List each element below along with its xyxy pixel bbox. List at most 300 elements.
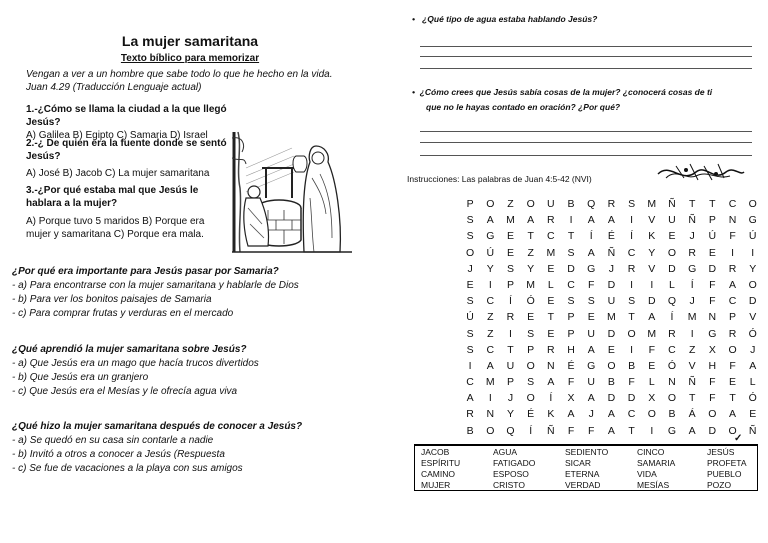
wordsearch-letter[interactable]: R xyxy=(668,327,676,340)
wordsearch-letter[interactable]: E xyxy=(547,295,555,308)
wordsearch-letter[interactable]: X xyxy=(567,392,575,405)
wordsearch-letter[interactable]: D xyxy=(748,295,757,308)
wordsearch-letter[interactable]: E xyxy=(506,230,514,243)
wordsearch-letter[interactable]: C xyxy=(728,198,737,210)
wordsearch-letter[interactable]: R xyxy=(627,262,636,275)
wordsearch-row xyxy=(460,392,763,408)
wordsearch-letter[interactable]: Ó xyxy=(526,295,535,308)
wordsearch-letter[interactable]: C xyxy=(486,343,495,356)
wordsearch-letter[interactable]: U xyxy=(587,376,596,389)
wordsearch-letter[interactable]: D xyxy=(607,392,616,405)
wordsearch-letter[interactable]: R xyxy=(728,327,737,340)
wordsearch-letter[interactable]: T xyxy=(688,198,696,210)
wordsearch-letter[interactable]: Ó xyxy=(748,327,757,340)
answer-line xyxy=(420,56,752,57)
wordsearch-letter[interactable]: T xyxy=(709,198,716,210)
wordsearch-letter[interactable]: Á xyxy=(688,408,696,421)
wordsearch-letter[interactable]: P xyxy=(506,376,514,389)
wordsearch-letter[interactable]: F xyxy=(588,278,595,291)
wordsearch-letter[interactable]: O xyxy=(667,392,677,405)
question-1-text: 1.-¿Cómo se llama la ciudad a la que llegó Jesús? xyxy=(26,104,227,128)
wordsearch-letter[interactable]: Í xyxy=(589,230,593,243)
wordsearch-letter[interactable]: D xyxy=(627,392,636,405)
wordsearch-letter[interactable]: X xyxy=(708,343,716,356)
wordsearch-letter[interactable]: O xyxy=(728,343,737,356)
wordsearch-letter[interactable]: U xyxy=(547,198,555,210)
wordsearch-letter[interactable]: F xyxy=(709,392,716,405)
wordsearch-letter[interactable]: Y xyxy=(486,262,494,275)
wordsearch-letter[interactable]: E xyxy=(547,262,555,275)
wordsearch-letter[interactable]: É xyxy=(607,230,615,243)
question-3-text-2: hablara a la mujer? xyxy=(26,198,118,209)
wordsearch-letter[interactable]: F xyxy=(567,376,575,389)
wordsearch-letter[interactable]: T xyxy=(628,424,635,437)
question-3-text-1: 3.-¿Por qué estaba mal que Jesús le xyxy=(26,185,199,196)
wordsearch-grid xyxy=(460,198,763,441)
wordsearch-letter[interactable]: I xyxy=(630,278,634,291)
wordsearch-letter[interactable]: N xyxy=(486,408,495,421)
word-bank-word: PROFETA xyxy=(707,458,747,468)
wordsearch-letter[interactable]: A xyxy=(648,311,656,324)
wordsearch-letter[interactable]: A xyxy=(587,246,595,259)
wordsearch-letter[interactable]: Ó xyxy=(667,359,677,372)
wordsearch-letter[interactable]: O xyxy=(526,198,535,210)
word-bank-word: JACOB xyxy=(421,447,450,457)
wordsearch-letter[interactable]: P xyxy=(527,343,535,356)
question-4-option-b: - b) Para ver los bonitos paisajes de Samaria xyxy=(12,294,212,305)
wordsearch-letter[interactable]: Ú xyxy=(466,311,474,324)
wordsearch-letter[interactable]: F xyxy=(709,278,716,291)
wordsearch-letter[interactable]: B xyxy=(668,408,676,421)
wordsearch-letter[interactable]: H xyxy=(567,343,575,356)
wordsearch-letter[interactable]: A xyxy=(587,214,595,227)
wordsearch-letter[interactable]: O xyxy=(647,408,656,421)
wordsearch-letter[interactable]: E xyxy=(527,311,535,324)
wordsearch-letter[interactable]: B xyxy=(466,424,474,437)
wordsearch-letter[interactable]: I xyxy=(569,214,573,227)
page-title: La mujer samaritana xyxy=(121,33,259,49)
right-question-2 xyxy=(412,85,757,115)
bullet-2: • xyxy=(412,87,415,97)
wordsearch-letter[interactable]: Ú xyxy=(748,230,757,243)
wordsearch-letter[interactable]: Í xyxy=(670,311,674,324)
word-bank-word: ESPOSO xyxy=(493,469,529,479)
wordsearch-letter[interactable]: T xyxy=(507,343,514,356)
wordsearch-letter[interactable]: L xyxy=(669,278,675,291)
wordsearch-letter[interactable]: I xyxy=(630,343,634,356)
wordsearch-letter[interactable]: N xyxy=(728,214,737,227)
wordsearch-letter[interactable]: M xyxy=(546,246,556,259)
word-bank-column xyxy=(637,447,675,491)
wordsearch-letter[interactable]: J xyxy=(689,295,695,308)
wordsearch-letter[interactable]: E xyxy=(668,230,676,243)
wordsearch-letter[interactable]: Y xyxy=(527,262,535,275)
word-bank-word: SAMARIA xyxy=(637,458,676,468)
wordsearch-letter[interactable]: E xyxy=(708,246,716,259)
wordsearch-letter[interactable]: S xyxy=(567,246,575,259)
wordsearch-letter[interactable]: U xyxy=(506,359,515,372)
answer-line xyxy=(420,68,752,69)
question-5-option-a: - a) Que Jesús era un mago que hacía trucos divertidos xyxy=(12,358,259,369)
question-1-options: A) Galilea B) Egipto C) Samaria D) Israel xyxy=(26,130,208,141)
wordsearch-letter[interactable]: O xyxy=(728,424,737,437)
wordsearch-letter[interactable]: I xyxy=(509,327,512,340)
wordsearch-letter[interactable]: K xyxy=(648,230,656,243)
wordsearch-letter[interactable]: A xyxy=(587,343,595,356)
wordsearch-letter[interactable]: E xyxy=(547,327,555,340)
wordsearch-letter[interactable]: E xyxy=(466,278,474,291)
word-bank-word: ETERNA xyxy=(565,469,600,479)
decorative-flourish xyxy=(656,160,746,186)
question-2-options: A) José B) Jacob C) La mujer samaritana xyxy=(26,168,210,179)
wordsearch-letter[interactable]: F xyxy=(709,295,716,308)
wordsearch-letter[interactable]: Ñ xyxy=(688,214,696,227)
question-3-options-2: mujer y samaritana C) Porque era mala. xyxy=(26,229,204,240)
wordsearch-letter[interactable]: O xyxy=(748,198,757,210)
wordsearch-letter[interactable]: U xyxy=(668,214,676,227)
wordsearch-letter[interactable]: V xyxy=(648,214,656,227)
wordsearch-letter[interactable]: Z xyxy=(487,311,494,324)
question-3 xyxy=(26,184,236,241)
wordsearch-letter[interactable]: O xyxy=(486,198,495,210)
question-5-option-c: - c) Que Jesús era el Mesías y le ofrecía agua viva xyxy=(12,386,238,397)
wordsearch-letter[interactable]: F xyxy=(567,424,575,437)
wordsearch-row xyxy=(460,360,763,376)
wordsearch-letter[interactable]: E xyxy=(648,359,656,372)
wordsearch-letter[interactable]: O xyxy=(486,424,495,437)
wordsearch-letter[interactable]: S xyxy=(466,343,474,356)
question-6-option-a: - a) Se quedó en su casa sin contarle a nadie xyxy=(12,435,214,446)
wordsearch-letter[interactable]: Y xyxy=(648,246,656,259)
wordsearch-letter[interactable]: R xyxy=(607,198,616,210)
word-bank-word: VERDAD xyxy=(565,480,601,490)
wordsearch-letter[interactable]: T xyxy=(527,230,534,243)
wordsearch-letter[interactable]: E xyxy=(607,343,615,356)
wordsearch-letter[interactable]: E xyxy=(587,311,595,324)
wordsearch-letter[interactable]: Í xyxy=(690,278,694,291)
question-4 xyxy=(12,265,342,321)
wordsearch-letter[interactable]: G xyxy=(587,359,596,372)
wordsearch-letter[interactable]: K xyxy=(547,408,555,421)
wordsearch-letter[interactable]: Z xyxy=(487,327,494,340)
wordsearch-letter[interactable]: I xyxy=(488,278,492,291)
wordsearch-letter[interactable]: L xyxy=(648,376,655,389)
wordsearch-letter[interactable]: M xyxy=(607,311,616,324)
wordsearch-letter[interactable]: Ó xyxy=(748,392,757,405)
wordsearch-letter[interactable]: Q xyxy=(667,295,677,308)
word-bank-word: MUJER xyxy=(421,480,451,490)
question-4-option-c: - c) Para comprar frutas y verduras en el mercado xyxy=(12,308,234,319)
wordsearch-letter[interactable]: E xyxy=(729,376,737,389)
right-question-1 xyxy=(412,12,752,27)
wordsearch-letter[interactable]: S xyxy=(527,376,535,389)
well-illustration xyxy=(232,128,352,256)
wordsearch-letter[interactable]: J xyxy=(507,392,514,405)
wordsearch-letter[interactable]: Q xyxy=(587,198,596,210)
wordsearch-letter[interactable]: S xyxy=(466,214,474,227)
wordsearch-letter[interactable]: C xyxy=(567,278,575,291)
wordsearch-letter[interactable]: D xyxy=(607,327,616,340)
wordsearch-row xyxy=(460,311,763,327)
wordsearch-letter[interactable]: G xyxy=(486,230,495,243)
answer-line xyxy=(420,131,752,132)
wordsearch-letter[interactable]: B xyxy=(628,359,636,372)
question-2 xyxy=(26,137,236,180)
wordsearch-letter[interactable]: I xyxy=(690,327,694,340)
wordsearch-letter[interactable]: A xyxy=(749,359,757,372)
wordsearch-letter[interactable]: Ñ xyxy=(688,376,696,389)
wordsearch-letter[interactable]: Z xyxy=(527,246,534,259)
wordsearch-letter[interactable]: A xyxy=(607,424,615,437)
question-6 xyxy=(12,420,342,476)
wordsearch-letter[interactable]: A xyxy=(729,408,737,421)
question-5-text: ¿Qué aprendió la mujer samaritana sobre Jesús? xyxy=(12,344,247,355)
wordsearch-letter[interactable]: M xyxy=(526,278,536,291)
wordsearch-letter[interactable]: T xyxy=(567,230,575,243)
wordsearch-letter[interactable]: S xyxy=(466,295,474,308)
wordsearch-row xyxy=(460,425,763,441)
wordsearch-letter[interactable]: A xyxy=(567,408,575,421)
wordsearch-letter[interactable]: F xyxy=(648,343,655,356)
wordsearch-letter[interactable]: Z xyxy=(507,198,514,210)
right-question-1-text: ¿Qué tipo de agua estaba hablando Jesús? xyxy=(422,14,598,24)
wordsearch-letter[interactable]: J xyxy=(689,230,695,243)
wordsearch-letter[interactable]: R xyxy=(547,343,555,356)
wordsearch-letter[interactable]: C xyxy=(627,408,636,421)
wordsearch-letter[interactable]: S xyxy=(628,295,636,308)
wordsearch-letter[interactable]: P xyxy=(567,311,575,324)
wordsearch-letter[interactable]: S xyxy=(587,295,595,308)
wordsearch-letter[interactable]: E xyxy=(749,408,757,421)
wordsearch-letter[interactable]: A xyxy=(547,376,555,389)
word-bank-word: CRISTO xyxy=(493,480,525,490)
wordsearch-letter[interactable]: A xyxy=(486,359,494,372)
wordsearch-letter[interactable]: Í xyxy=(549,392,553,405)
wordsearch-letter[interactable]: D xyxy=(708,424,717,437)
wordsearch-letter[interactable]: J xyxy=(608,262,615,275)
question-5-option-b: - b) Que Jesús era un granjero xyxy=(12,372,149,383)
wordsearch-letter[interactable]: V xyxy=(648,262,656,275)
wordsearch-letter[interactable]: Ú xyxy=(486,246,495,259)
wordsearch-letter[interactable]: R xyxy=(547,214,555,227)
word-bank-word: PUEBLO xyxy=(707,469,742,479)
question-2-text-1: 2.-¿ De quien era la fuente donde se sentó xyxy=(26,138,227,149)
wordsearch-letter[interactable]: Ñ xyxy=(748,424,757,437)
wordsearch-letter[interactable]: O xyxy=(708,408,717,421)
wordsearch-letter[interactable]: É xyxy=(527,408,535,421)
wordsearch-letter[interactable]: C xyxy=(668,343,676,356)
wordsearch-letter[interactable]: S xyxy=(466,327,474,340)
wordsearch-letter[interactable]: Q xyxy=(506,424,515,437)
wordsearch-letter[interactable]: M xyxy=(647,198,657,210)
wordsearch-letter[interactable]: D xyxy=(668,262,676,275)
wordsearch-letter[interactable]: T xyxy=(547,311,555,324)
wordsearch-letter[interactable]: A xyxy=(607,214,615,227)
answer-line xyxy=(420,46,752,47)
wordsearch-letter[interactable]: B xyxy=(607,376,615,389)
wordsearch-letter[interactable]: L xyxy=(547,278,554,291)
word-bank-word: MESÍAS xyxy=(637,480,670,490)
wordsearch-letter[interactable]: A xyxy=(486,214,494,227)
wordsearch-letter[interactable]: A xyxy=(527,214,535,227)
wordsearch-letter[interactable]: F xyxy=(729,359,736,372)
wordsearch-letter[interactable]: Ú xyxy=(708,230,717,243)
wordsearch-letter[interactable]: P xyxy=(506,278,514,291)
question-3-options-1: A) Porque tuvo 5 maridos B) Porque era xyxy=(26,216,205,227)
wordsearch-letter[interactable]: S xyxy=(567,295,575,308)
wordsearch-letter[interactable]: H xyxy=(708,359,717,372)
wordsearch-letter[interactable]: L xyxy=(749,376,756,389)
wordsearch-letter[interactable]: M xyxy=(485,376,495,389)
wordsearch-letter[interactable]: I xyxy=(650,424,654,437)
memory-verse xyxy=(26,68,356,94)
wordsearch-row xyxy=(460,214,763,230)
wordsearch-letter[interactable]: O xyxy=(526,392,535,405)
wordsearch-letter[interactable]: S xyxy=(506,262,514,275)
wordsearch-letter[interactable]: M xyxy=(506,214,515,227)
word-bank xyxy=(414,444,758,491)
word-bank-word: POZO xyxy=(707,480,732,490)
check-mark-icon: ✓ xyxy=(734,433,743,444)
wordsearch-letter[interactable]: B xyxy=(567,198,575,210)
wordsearch-letter[interactable]: P xyxy=(708,214,716,227)
word-bank-column xyxy=(493,447,535,491)
wordsearch-letter[interactable]: R xyxy=(466,408,474,421)
wordsearch-letter[interactable]: P xyxy=(567,327,575,340)
wordsearch-letter[interactable]: F xyxy=(588,424,595,437)
wordsearch-letter[interactable]: O xyxy=(667,246,677,259)
word-bank-word: CINCO xyxy=(637,447,665,457)
wordsearch-letter[interactable]: Y xyxy=(506,408,514,421)
wordsearch-letter[interactable]: C xyxy=(547,230,555,243)
wordsearch-letter[interactable]: C xyxy=(728,295,737,308)
wordsearch-letter[interactable]: N xyxy=(708,311,717,324)
memory-verse-heading: Texto bíblico para memorizar xyxy=(120,53,260,64)
wordsearch-letter[interactable]: Ñ xyxy=(547,424,555,437)
wordsearch-letter[interactable]: G xyxy=(748,214,757,227)
wordsearch-letter[interactable]: G xyxy=(587,262,596,275)
wordsearch-letter[interactable]: O xyxy=(466,246,475,259)
wordsearch-letter[interactable]: G xyxy=(667,424,677,437)
wordsearch-letter[interactable]: A xyxy=(587,392,595,405)
wordsearch-letter[interactable]: Í xyxy=(509,295,512,308)
wordsearch-letter[interactable]: F xyxy=(729,230,736,243)
wordsearch-letter[interactable]: X xyxy=(648,392,656,405)
wordsearch-letter[interactable]: U xyxy=(607,295,616,308)
word-bank-word: ESPÍRITU xyxy=(421,458,461,468)
wordsearch-letter[interactable]: A xyxy=(688,424,696,437)
wordsearch-row xyxy=(460,408,763,424)
wordsearch-row xyxy=(460,376,763,392)
bullet-1: • xyxy=(412,14,415,24)
wordsearch-letter[interactable]: I xyxy=(751,246,755,259)
wordsearch-letter[interactable]: I xyxy=(468,359,472,372)
wordsearch-letter[interactable]: Ñ xyxy=(668,198,676,210)
question-5 xyxy=(12,343,342,399)
wordsearch-letter[interactable]: O xyxy=(526,359,535,372)
wordsearch-letter[interactable]: Í xyxy=(529,424,533,437)
wordsearch-letter[interactable]: Z xyxy=(688,343,696,356)
wordsearch-letter[interactable]: C xyxy=(486,295,495,308)
question-6-text: ¿Qué hizo la mujer samaritana después de conocer a Jesús? xyxy=(12,421,303,432)
wordsearch-letter[interactable]: O xyxy=(748,278,757,291)
wordsearch-row xyxy=(460,295,763,311)
wordsearch-letter[interactable]: S xyxy=(466,230,474,243)
wordsearch-letter[interactable]: V xyxy=(688,359,696,372)
wordsearch-letter[interactable]: G xyxy=(708,327,717,340)
question-4-option-a: - a) Para encontrarse con la mujer samaritana y hablarle de Dios xyxy=(12,280,299,291)
right-question-2-text-2: que no le hayas contado en oración? ¿Por qué? xyxy=(426,102,621,112)
wordsearch-letter[interactable]: Ñ xyxy=(607,246,616,259)
wordsearch-letter[interactable]: N xyxy=(668,376,676,389)
wordsearch-letter[interactable]: I xyxy=(630,214,634,227)
word-bank-word: SEDIENTO xyxy=(565,447,609,457)
wordsearch-letter[interactable]: U xyxy=(587,327,596,340)
wordsearch-letter[interactable]: P xyxy=(466,198,474,210)
wordsearch-letter[interactable]: A xyxy=(729,278,737,291)
wordsearch-letter[interactable]: G xyxy=(688,262,697,275)
wordsearch-letter[interactable]: É xyxy=(567,359,575,372)
question-4-text: ¿Por qué era importante para Jesús pasar por Samaria? xyxy=(12,266,279,277)
wordsearch-letter[interactable]: D xyxy=(607,278,616,291)
wordsearch-letter[interactable]: Í xyxy=(630,230,634,243)
wordsearch-letter[interactable]: F xyxy=(628,376,635,389)
wordsearch-letter[interactable]: D xyxy=(647,295,656,308)
wordsearch-letter[interactable]: I xyxy=(488,392,492,405)
wordsearch-letter[interactable]: J xyxy=(588,408,594,421)
wordsearch-row xyxy=(460,344,763,360)
wordsearch-letter[interactable]: R xyxy=(506,311,515,324)
wordsearch-letter[interactable]: R xyxy=(688,246,696,259)
wordsearch-letter[interactable]: N xyxy=(547,359,555,372)
wordsearch-letter[interactable]: C xyxy=(466,376,474,389)
wordsearch-letter[interactable]: D xyxy=(708,262,717,275)
wordsearch-letter[interactable]: T xyxy=(729,392,736,405)
wordsearch-letter[interactable]: I xyxy=(731,246,734,259)
wordsearch-letter[interactable]: J xyxy=(467,262,473,275)
wordsearch-letter[interactable]: J xyxy=(750,343,756,356)
wordsearch-letter[interactable]: V xyxy=(749,311,757,324)
wordsearch-letter[interactable]: M xyxy=(687,311,697,324)
wordsearch-row xyxy=(460,247,763,263)
wordsearch-row xyxy=(460,230,763,246)
wordsearch-letter[interactable]: P xyxy=(729,311,737,324)
wordsearch-letter[interactable]: Y xyxy=(749,262,757,275)
wordsearch-letter[interactable]: I xyxy=(650,278,654,291)
wordsearch-letter[interactable]: A xyxy=(607,408,615,421)
question-6-option-b: - b) Invitó a otros a conocer a Jesús (Respuesta xyxy=(12,449,225,460)
word-bank-word: CAMINO xyxy=(421,469,455,479)
wordsearch-letter[interactable]: R xyxy=(728,262,737,275)
memory-verse-text: Vengan a ver a un hombre que sabe todo lo que he hecho en la vida. xyxy=(26,69,333,80)
wordsearch-letter[interactable]: O xyxy=(607,359,616,372)
wordsearch-letter[interactable]: C xyxy=(627,246,636,259)
wordsearch-letter[interactable]: S xyxy=(527,327,535,340)
wordsearch-letter[interactable]: T xyxy=(628,311,635,324)
word-bank-word: VIDA xyxy=(637,469,657,479)
wordsearch-letter[interactable]: A xyxy=(466,392,474,405)
wordsearch-letter[interactable]: F xyxy=(709,376,716,389)
wordsearch-letter[interactable]: D xyxy=(567,262,575,275)
wordsearch-letter[interactable]: O xyxy=(627,327,636,340)
wordsearch-letter[interactable]: T xyxy=(688,392,696,405)
question-2-text-2: Jesús? xyxy=(26,151,61,162)
wordsearch-instructions: Instrucciones: Las palabras de Juan 4:5-42 (NVI) xyxy=(407,174,592,184)
wordsearch-letter[interactable]: E xyxy=(506,246,514,259)
wordsearch-letter[interactable]: S xyxy=(628,198,636,210)
wordsearch-letter[interactable]: M xyxy=(647,327,657,340)
word-bank-word: SICAR xyxy=(565,458,591,468)
